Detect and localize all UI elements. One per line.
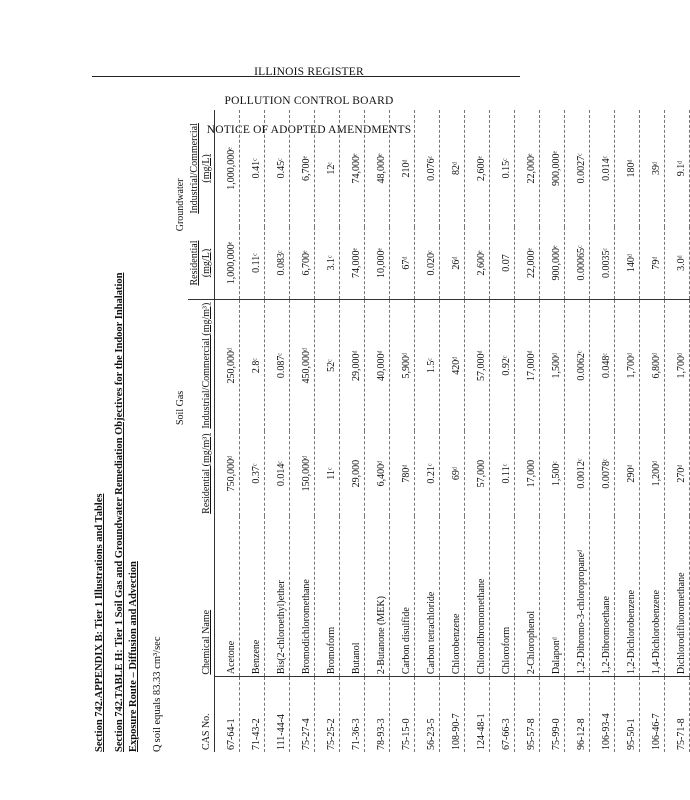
table-row [515, 110, 540, 752]
chemical-name-cell: Acetone [215, 516, 240, 676]
gw-residential-cell: 0.020ᶜ [415, 227, 440, 300]
col-gw-ind: Industrial/Commercial (mg/L) [188, 110, 215, 227]
sg-industrial-cell: 40,000ᵈ [365, 300, 390, 431]
sg-industrial-cell: 5,900ᵈ [390, 300, 415, 431]
q-soil-note: Q soil equals 83.33 cm³/sec [152, 636, 163, 752]
gw-industrial-cell: 48,000ᵉ [365, 110, 390, 227]
gw-industrial-cell: 2,600ᵉ [465, 110, 490, 227]
chemical-name-cell: Chlorodibromomethane [465, 516, 490, 676]
gw-residential-cell: 1,000,000ᵉ [215, 227, 240, 300]
notice-title: NOTICE OF ADOPTED AMENDMENTS [206, 124, 412, 136]
cas-cell: 96-12-8 [565, 677, 590, 752]
sg-industrial-cell: 1.5ᶜ [415, 300, 440, 431]
table-row [265, 110, 290, 752]
sg-industrial-cell: 57,000ᵈ [465, 300, 490, 431]
sg-residential-cell: 1,500ᶜ [540, 431, 565, 516]
gw-industrial-cell: 0.41ᶜ [240, 110, 265, 227]
gw-industrial-cell: 0.0027ᶜ [565, 110, 590, 227]
col-sg-ind: Industrial/Commercial (mg/m³) [188, 300, 215, 431]
table-row [490, 110, 515, 752]
sg-residential-cell: 17,000 [515, 431, 540, 516]
gw-residential-cell: 0.083ᶜ [265, 227, 290, 300]
cas-cell: 67-64-1 [215, 677, 240, 752]
cas-cell: 95-50-1 [615, 677, 640, 752]
table-row [615, 110, 640, 752]
cas-cell: 75-71-8 [665, 677, 690, 752]
remediation-table [174, 110, 690, 752]
sg-industrial-cell: 2.8ᶜ [240, 300, 265, 431]
sg-industrial-cell: 1,700ᵈ [615, 300, 640, 431]
sg-industrial-cell: 250,000ᵈ [215, 300, 240, 431]
rotated-table-block [94, 112, 687, 752]
table-row [365, 110, 390, 752]
sg-residential-cell: 29,000 [340, 431, 365, 516]
cas-cell: 95-57-8 [515, 677, 540, 752]
cas-cell: 75-25-2 [315, 677, 340, 752]
sg-residential-cell: 0.21ᶜ [415, 431, 440, 516]
sg-industrial-cell: 29,000ᵈ [340, 300, 365, 431]
chemical-name-cell: 2-Butanone (MEK) [365, 516, 390, 676]
gw-industrial-cell: 0.014ᶜ [590, 110, 615, 227]
cas-cell: 106-93-4 [590, 677, 615, 752]
cas-cell: 56-23-5 [415, 677, 440, 752]
table-heading-cont: Exposure Route – Diffusion and Advection [128, 561, 139, 752]
col-chemical: Chemical Name [188, 516, 215, 676]
table-row [640, 110, 665, 752]
gw-residential-cell: 140ᵈ [615, 227, 640, 300]
gw-residential-cell: 10,000ᵉ [365, 227, 390, 300]
sg-residential-cell: 150,000ᵈ [290, 431, 315, 516]
register-title: ILLINOIS REGISTER [254, 66, 364, 78]
gw-residential-cell: 79ᵈ [640, 227, 665, 300]
gw-industrial-cell: 6,700ᵉ [290, 110, 315, 227]
gw-industrial-cell: 22,000ᵉ [515, 110, 540, 227]
col-cas: CAS No. [188, 677, 215, 752]
chemical-name-cell: 1,2-Dibromoethane [590, 516, 615, 676]
table-row [340, 110, 365, 752]
chemical-name-cell: 2-Chlorophenol [515, 516, 540, 676]
chemical-name-cell: Bis(2-chloroethyl)ether [265, 516, 290, 676]
table-row [465, 110, 490, 752]
chemical-name-cell: Chloroform [490, 516, 515, 676]
gw-industrial-cell: 900,000ᵉ [540, 110, 565, 227]
chemical-name-cell: Carbon tetrachloride [415, 516, 440, 676]
chemical-name-cell: Bromoform [315, 516, 340, 676]
cas-cell: 111-44-4 [265, 677, 290, 752]
gw-residential-cell: 22,000ᵉ [515, 227, 540, 300]
gw-residential-cell: 3.1ᶜ [315, 227, 340, 300]
sg-residential-cell: 750,000ᵈ [215, 431, 240, 516]
table-row [440, 110, 465, 752]
gw-industrial-cell: 74,000ᵉ [340, 110, 365, 227]
gw-residential-cell: 0.0035ᶜ [590, 227, 615, 300]
cas-cell: 75-15-0 [390, 677, 415, 752]
sg-residential-cell: 1,200ᵈ [640, 431, 665, 516]
cas-cell: 106-46-7 [640, 677, 665, 752]
chemical-name-cell: 1,2-Dichlorobenzene [615, 516, 640, 676]
gw-industrial-cell: 0.45ᶜ [265, 110, 290, 227]
gw-residential-cell: 0.00065ᶜ [565, 227, 590, 300]
table-row [540, 110, 565, 752]
cas-cell: 71-43-2 [240, 677, 265, 752]
gw-residential-cell: 74,000ᵉ [340, 227, 365, 300]
header-rule [92, 76, 520, 77]
gw-residential-cell: 0.07 [490, 227, 515, 300]
cas-cell: 75-99-0 [540, 677, 565, 752]
table-row [590, 110, 615, 752]
sg-residential-cell: 290ᵈ [615, 431, 640, 516]
sg-residential-cell: 57,000 [465, 431, 490, 516]
gw-residential-cell: 0.11ᶜ [240, 227, 265, 300]
sg-industrial-cell: 1,500ᵈ [540, 300, 565, 431]
sg-residential-cell: 780ᵈ [390, 431, 415, 516]
table-row [290, 110, 315, 752]
sg-industrial-cell: 0.087ᶜ [265, 300, 290, 431]
board-title: POLLUTION CONTROL BOARD [224, 95, 394, 107]
gw-residential-cell: 900,000ᵉ [540, 227, 565, 300]
table-row [215, 110, 240, 752]
gw-industrial-cell: 9.1ᵈ [665, 110, 690, 227]
chemical-name-cell: Chlorobenzene [440, 516, 465, 676]
gw-residential-cell: 67ᵈ [390, 227, 415, 300]
sg-residential-cell: 270ᵈ [665, 431, 690, 516]
sg-industrial-cell: 1,700ᵈ [665, 300, 690, 431]
gw-industrial-cell: 39ᵈ [640, 110, 665, 227]
sg-residential-cell: 6,400ᵈ [365, 431, 390, 516]
sg-industrial-cell: 17,000ᵈ [515, 300, 540, 431]
cas-cell: 124-48-1 [465, 677, 490, 752]
chemical-name-cell: Dichlorodifluoromethane [665, 516, 690, 676]
cas-cell: 75-27-4 [290, 677, 315, 752]
table-row [240, 110, 265, 752]
gw-industrial-cell: 82ᵈ [440, 110, 465, 227]
gw-industrial-cell: 0.15ᶜ [490, 110, 515, 227]
gw-residential-cell: 2,600ᵉ [465, 227, 490, 300]
chemical-name-cell: Butanol [340, 516, 365, 676]
chemical-name-cell: 1,4-Dichlorobenzene [640, 516, 665, 676]
chemical-name-cell: Dalaponᵈ [540, 516, 565, 676]
sg-residential-cell: 0.37ᶜ [240, 431, 265, 516]
table-row [665, 110, 690, 752]
appendix-heading: Section 742.APPENDIX B: Tier 1 Illustrations and Tables [94, 493, 105, 752]
group-groundwater: Groundwater [175, 178, 186, 232]
gw-industrial-cell: 0.076ᶜ [415, 110, 440, 227]
sg-industrial-cell: 0.92ᶜ [490, 300, 515, 431]
sg-industrial-cell: 0.0062ᶜ [565, 300, 590, 431]
gw-residential-cell: 26ᵈ [440, 227, 465, 300]
sg-industrial-cell: 52ᶜ [315, 300, 340, 431]
sg-residential-cell: 0.11ᶜ [490, 431, 515, 516]
gw-residential-cell: 6,700ᵉ [290, 227, 315, 300]
gw-industrial-cell: 12ᶜ [315, 110, 340, 227]
table-row [565, 110, 590, 752]
sg-industrial-cell: 420ᵈ [440, 300, 465, 431]
sg-residential-cell: 11ᶜ [315, 431, 340, 516]
table-row [390, 110, 415, 752]
cas-cell: 78-93-3 [365, 677, 390, 752]
sg-residential-cell: 69ᵈ [440, 431, 465, 516]
chemical-name-cell: Bromodichloromethane [290, 516, 315, 676]
sg-industrial-cell: 6,800ᵈ [640, 300, 665, 431]
chemical-name-cell: Benzene [240, 516, 265, 676]
table-heading: Section 742.TABLE H: Tier 1 Soil Gas and Groundwater Remediation Objectives for the Indoor Inhalation [114, 272, 125, 752]
sg-residential-cell: 0.0078ᶜ [590, 431, 615, 516]
sg-industrial-cell: 450,000ᵈ [290, 300, 315, 431]
cas-cell: 71-36-3 [340, 677, 365, 752]
gw-industrial-cell: 1,000,000ᵉ [215, 110, 240, 227]
gw-industrial-cell: 210ᵈ [390, 110, 415, 227]
col-sg-res: Residential (mg/m³) [188, 431, 215, 516]
sg-residential-cell: 0.014ᶜ [265, 431, 290, 516]
chemical-name-cell: Carbon disulfide [390, 516, 415, 676]
table-row [415, 110, 440, 752]
sg-residential-cell: 0.0012ᶜ [565, 431, 590, 516]
gw-residential-cell: 3.0ᵈ [665, 227, 690, 300]
table-row [315, 110, 340, 752]
sg-industrial-cell: 0.048ᶜ [590, 300, 615, 431]
col-gw-res: Residential (mg/L) [188, 227, 215, 300]
gw-industrial-cell: 180ᵈ [615, 110, 640, 227]
cas-cell: 67-66-3 [490, 677, 515, 752]
cas-cell: 108-90-7 [440, 677, 465, 752]
chemical-name-cell: 1,2-Dibromo-3-chloropropaneᵈ [565, 516, 590, 676]
group-soil-gas: Soil Gas [175, 390, 186, 426]
